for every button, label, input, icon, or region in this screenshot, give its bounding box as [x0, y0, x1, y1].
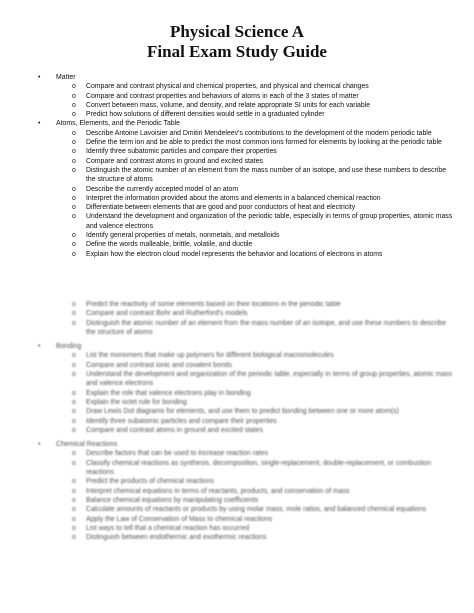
list-item — [0, 101, 474, 110]
item-text: Compare and contrast ionic and covalent bonds — [86, 361, 232, 369]
item-text: Describe factors that can be used to increase reaction rates — [86, 450, 268, 458]
circle-bullet-icon: o — [72, 232, 76, 240]
circle-bullet-icon: o — [72, 204, 76, 212]
item-text: Identify general properties of metals, nonmetals, and metalloids — [86, 232, 280, 240]
bullet-icon: • — [38, 74, 41, 81]
item-text: Compare and contrast Bohr and Rutherford's models — [86, 310, 248, 318]
list-item — [0, 319, 474, 338]
list-item — [0, 449, 474, 458]
circle-bullet-icon: o — [72, 111, 76, 119]
list-item — [0, 459, 474, 478]
item-text: Draw Lewis Dot diagrams for elements, and use them to predict bonding between one or more atom(s) — [86, 408, 399, 416]
list-item — [0, 309, 474, 318]
list-item — [0, 398, 474, 407]
circle-bullet-icon: o — [72, 101, 76, 109]
circle-bullet-icon: o — [72, 352, 76, 360]
list-item — [0, 185, 474, 194]
item-text: Classify chemical reactions as synthesis, decomposition, single-replacement, double-replacement, or combustion reactions — [86, 459, 432, 477]
circle-bullet-icon: o — [72, 478, 76, 486]
item-text: Define the term ion and be able to predict the most common ions formed for elements by looking at the periodic table — [86, 139, 442, 147]
blurred-preview-content — [0, 300, 474, 542]
circle-bullet-icon: o — [72, 166, 76, 174]
circle-bullet-icon: o — [72, 185, 76, 193]
item-text: Understand the development and organization of the periodic table, especially in terms of group properties, atomic mass and valence electrons — [86, 213, 453, 230]
page-title: Physical Science A — [169, 22, 305, 41]
section-atoms — [0, 119, 474, 128]
item-text: List ways to tell that a chemical reaction has occurred — [86, 524, 250, 532]
section-bonding — [0, 342, 474, 351]
list-item — [0, 240, 474, 249]
item-text: List the monomers that make up polymers for different biological macromolecules — [86, 352, 334, 360]
list-item — [0, 477, 474, 486]
list-item — [0, 370, 474, 389]
item-text: Describe Antoine Lavoisier and Dmitiri Mendeleev's contributions to the development of the modern periodic table — [86, 129, 432, 137]
item-text: Compare and contrast properties and behaviors of atoms in each of the 3 states of matter — [86, 92, 359, 100]
list-item — [0, 194, 474, 203]
section-matter — [0, 73, 474, 82]
item-text: Explain how the electron cloud model represents the behavior and locations of electrons in atoms — [86, 250, 383, 258]
circle-bullet-icon: o — [72, 83, 76, 91]
item-text: Differentiate between elements that are good and poor conductors of heat and electricity — [86, 204, 356, 212]
list-item — [0, 231, 474, 240]
circle-bullet-icon: o — [72, 241, 76, 249]
circle-bullet-icon: o — [72, 319, 76, 327]
circle-bullet-icon: o — [72, 426, 76, 434]
circle-bullet-icon: o — [72, 157, 76, 165]
list-item — [0, 138, 474, 147]
list-item — [0, 147, 474, 156]
section-title: Bonding — [56, 343, 82, 351]
item-text: Balance chemical equations by manipulating coefficients — [86, 496, 259, 504]
circle-bullet-icon: o — [72, 129, 76, 137]
item-text: Compare and contrast physical and chemical properties, and physical and chemical changes — [86, 83, 369, 91]
circle-bullet-icon: o — [72, 371, 76, 379]
list-item — [0, 407, 474, 416]
circle-bullet-icon: o — [72, 213, 76, 221]
list-item — [0, 426, 474, 435]
section-title: Matter — [56, 74, 76, 81]
list-item — [0, 496, 474, 505]
list-item — [0, 515, 474, 524]
circle-bullet-icon: o — [72, 194, 76, 202]
list-item — [0, 300, 474, 309]
section-title: Chemical Reactions — [56, 441, 118, 449]
item-text: Calculate amounts of reactants or products by using molar mass, mole ratios, and balanced chemical equations — [86, 506, 427, 514]
list-item — [0, 212, 474, 231]
circle-bullet-icon: o — [72, 515, 76, 523]
circle-bullet-icon: o — [72, 92, 76, 100]
circle-bullet-icon: o — [72, 139, 76, 147]
circle-bullet-icon: o — [72, 496, 76, 504]
circle-bullet-icon: o — [72, 148, 76, 156]
circle-bullet-icon: o — [72, 408, 76, 416]
page-subtitle: Final Exam Study Guide — [147, 42, 327, 61]
item-text: Compare and contrast atoms in ground and excited states — [86, 426, 263, 434]
circle-bullet-icon: o — [72, 506, 76, 514]
list-item — [0, 166, 474, 185]
circle-bullet-icon: o — [72, 389, 76, 397]
list-item — [0, 129, 474, 138]
list-item — [0, 524, 474, 533]
list-item — [0, 487, 474, 496]
item-text: Identify three subatomic particles and compare their properties — [86, 417, 277, 425]
item-text: Explain the role that valence electrons play in bonding — [86, 389, 251, 397]
circle-bullet-icon: o — [72, 524, 76, 532]
circle-bullet-icon: o — [72, 459, 76, 467]
circle-bullet-icon: o — [72, 487, 76, 495]
item-text: Predict the products of chemical reactions — [86, 478, 214, 486]
item-text: Define the words malleable, brittle, volatile, and ductile — [86, 241, 253, 249]
section-list — [0, 73, 474, 259]
circle-bullet-icon: o — [72, 361, 76, 369]
bullet-icon: • — [38, 343, 41, 351]
list-item — [0, 505, 474, 514]
item-text: Compare and contrast atoms in ground and excited states — [86, 157, 263, 165]
bullet-icon: • — [38, 120, 41, 128]
section-chemical-reactions — [0, 440, 474, 449]
blurred-section-list — [0, 300, 474, 542]
list-item — [0, 361, 474, 370]
item-text: Apply the Law of Conservation of Mass to chemical reactions — [86, 515, 273, 523]
circle-bullet-icon: o — [72, 534, 76, 542]
bullet-icon: • — [38, 441, 41, 449]
list-item — [0, 351, 474, 360]
item-text: Predict the reactivity of some elements based on their locations in the periodic table — [86, 301, 341, 308]
list-item — [0, 389, 474, 398]
section-title: Atoms, Elements, and the Periodic Table — [56, 120, 180, 128]
item-text: Distinguish the atomic number of an element from the mass number of an isotope, and use these numbers to describe the structure of atoms — [86, 166, 447, 184]
list-item — [0, 82, 474, 91]
list-item — [0, 417, 474, 426]
clear-content — [0, 73, 474, 259]
circle-bullet-icon: o — [72, 301, 76, 308]
list-item — [0, 157, 474, 166]
circle-bullet-icon: o — [72, 398, 76, 406]
list-item — [0, 533, 474, 542]
item-text: Identify three subatomic particles and compare their properties — [86, 148, 277, 156]
list-item — [0, 92, 474, 101]
item-text: Distinguish between endothermic and exothermic reactions — [86, 534, 267, 542]
circle-bullet-icon: o — [72, 250, 76, 258]
circle-bullet-icon: o — [72, 450, 76, 458]
circle-bullet-icon: o — [72, 310, 76, 318]
list-item — [0, 203, 474, 212]
item-text: Distinguish the atomic number of an element from the mass number of an isotope, and use these numbers to describe the structure of atoms — [86, 319, 447, 336]
item-text: Convert between mass, volume, and density, and relate appropriate SI units for each variable — [86, 101, 371, 109]
item-text: Describe the currently accepted model of an atom — [86, 185, 239, 193]
list-item — [0, 110, 474, 119]
circle-bullet-icon: o — [72, 417, 76, 425]
item-text: Interpret chemical equations in terms of reactants, products, and conservation of mass — [86, 487, 350, 495]
item-text: Understand the development and organization of the periodic table, especially in terms of group properties, atomic mass and valence electrons — [86, 371, 453, 388]
item-text: Interpret the information provided about the atoms and elements in a balanced chemical reaction — [86, 194, 381, 202]
item-text: Predict how solutions of different densities would settle in a graduated cylinder — [86, 111, 325, 119]
list-item — [0, 250, 474, 259]
item-text: Explain the octet rule for bonding — [86, 398, 187, 406]
